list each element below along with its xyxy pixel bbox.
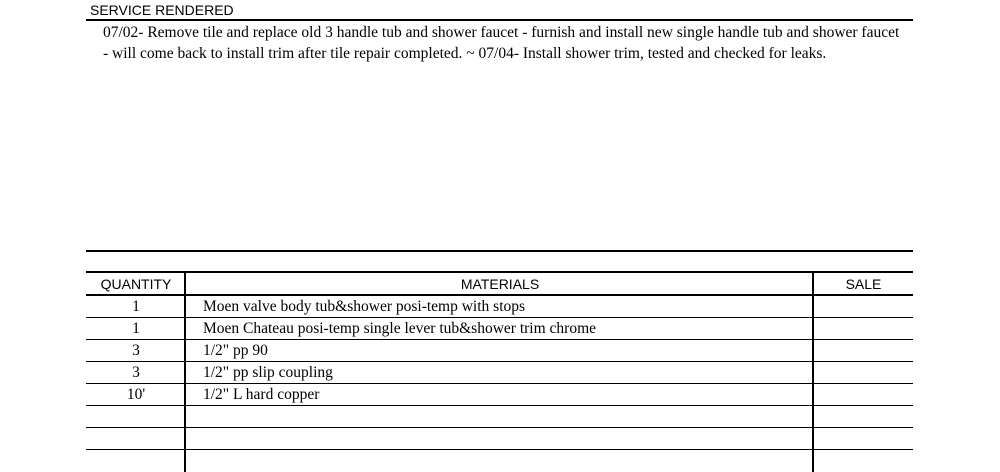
section-divider-top (86, 250, 913, 252)
materials-column-header: MATERIALS (460, 276, 540, 292)
row-sale (815, 384, 912, 406)
table-row (0, 340, 1000, 362)
service-heading-rule (86, 19, 913, 21)
row-material (203, 450, 803, 472)
sale-column-header: SALE (845, 276, 882, 292)
row-quantity: 3 (132, 342, 140, 359)
row-material: Moen Chateau posi-temp single lever tub&shower trim chrome (203, 320, 597, 337)
row-sale (815, 428, 912, 450)
row-sale (815, 362, 912, 384)
table-row (0, 362, 1000, 384)
row-material: 1/2" pp slip coupling (203, 364, 333, 381)
section-divider-bottom (86, 271, 913, 273)
row-material: Moen valve body tub&shower posi-temp with stops (203, 298, 526, 315)
row-sale (815, 296, 912, 318)
row-sale (815, 406, 912, 428)
row-quantity (88, 450, 184, 472)
table-row (0, 428, 1000, 450)
quantity-column-header: QUANTITY (100, 276, 172, 292)
service-rendered-heading: SERVICE RENDERED (90, 2, 234, 18)
table-row (0, 406, 1000, 428)
table-row (0, 318, 1000, 340)
row-quantity (88, 406, 184, 428)
row-material (203, 406, 803, 428)
row-quantity: 3 (132, 364, 140, 381)
row-quantity: 1 (132, 298, 140, 315)
table-row (0, 450, 1000, 472)
row-quantity: 1 (132, 320, 140, 337)
row-sale (815, 318, 912, 340)
table-row (0, 384, 1000, 406)
row-sale (815, 450, 912, 472)
row-sale (815, 340, 912, 362)
service-description: 07/02- Remove tile and replace old 3 handle tub and shower faucet - furnish and install new single handle tub and shower faucet - will come back to install trim after tile repair completed. ~ 07/04- Install shower trim, tested and checked for leaks. (103, 24, 900, 62)
row-quantity (88, 428, 184, 450)
row-material: 1/2" L hard copper (203, 386, 320, 403)
row-material: 1/2" pp 90 (203, 342, 268, 359)
table-row (0, 296, 1000, 318)
row-material (203, 428, 803, 450)
row-quantity: 10' (126, 386, 146, 403)
